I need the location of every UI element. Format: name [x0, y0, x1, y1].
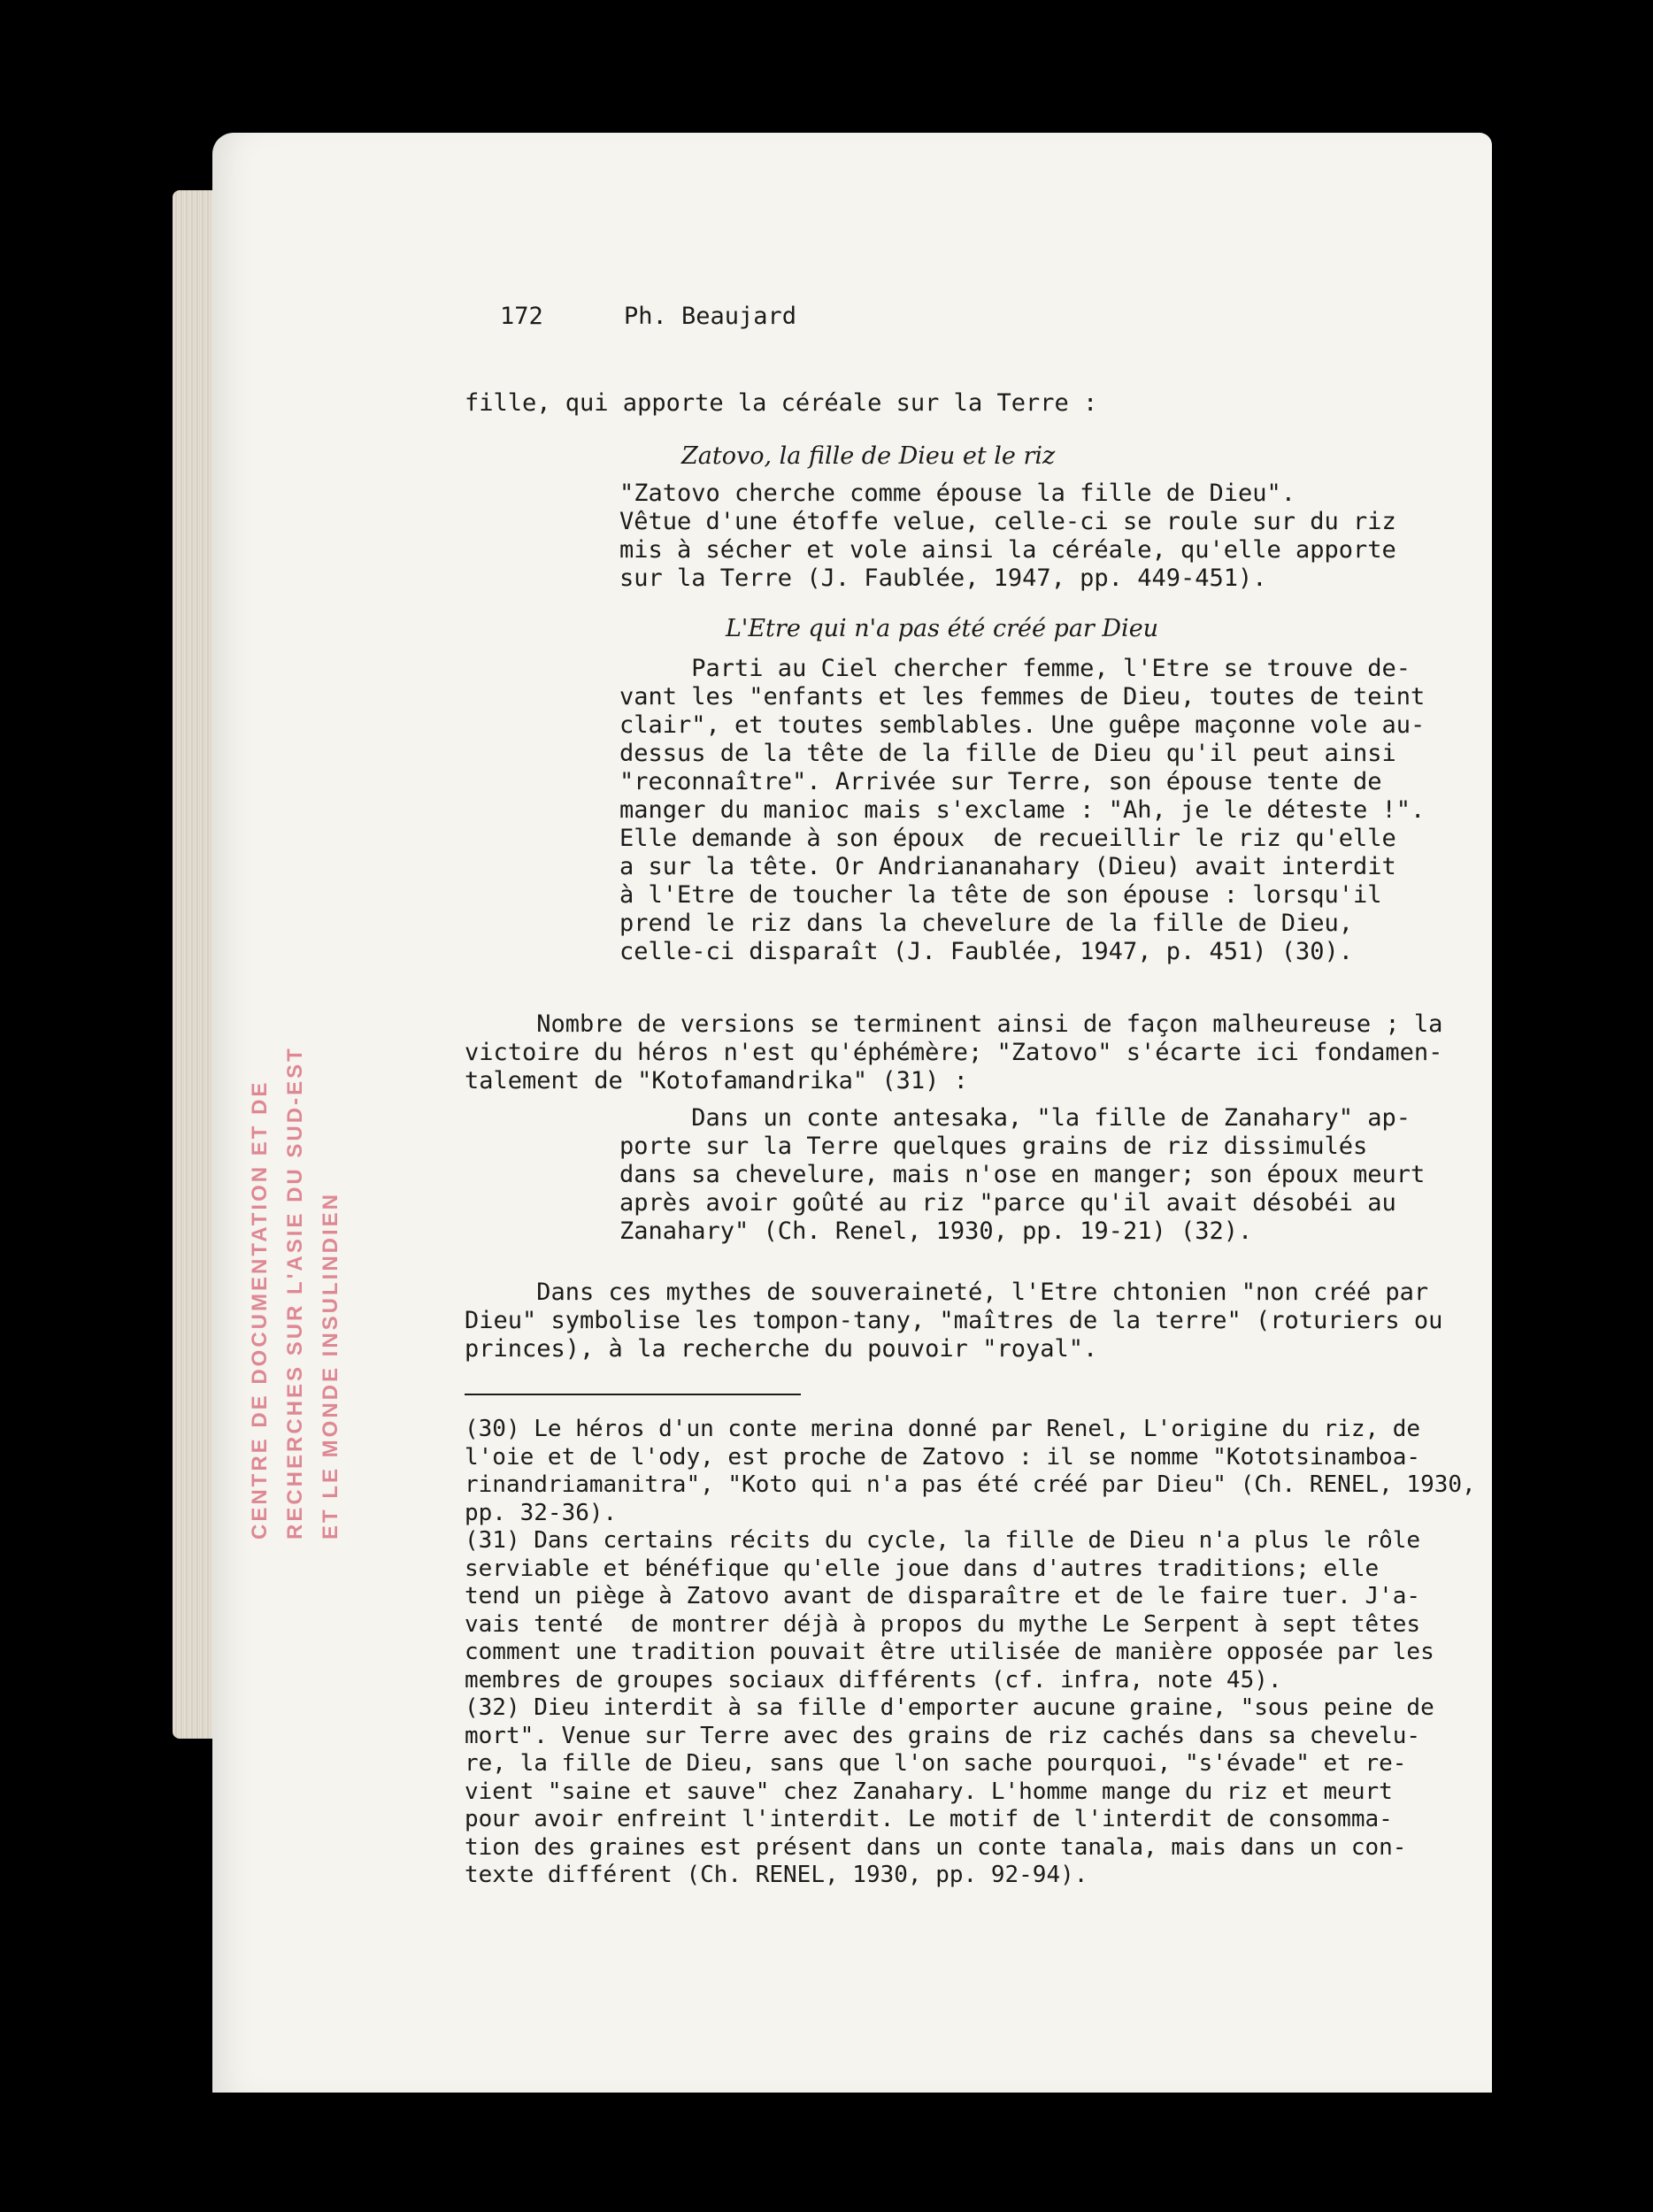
- myth2-line: vant les "enfants et les femmes de Dieu, toutes de teint: [619, 683, 1426, 710]
- footnote-line: rinandriamanitra", "Koto qui n'a pas été créé par Dieu" (Ch. RENEL, 1930,: [465, 1471, 1476, 1498]
- myth1-line: sur la Terre (J. Faublée, 1947, pp. 449-451).: [619, 565, 1267, 592]
- footnote-line: vient "saine et sauve" chez Zanahary. L'homme mange du riz et meurt: [465, 1778, 1393, 1805]
- antesaka-line: Zanahary" (Ch. Renel, 1930, pp. 19-21) (32).: [619, 1217, 1253, 1245]
- antesaka-quote: [619, 1104, 1425, 1246]
- footnote-rule: [465, 1394, 801, 1395]
- myth2-line: dessus de la tête de la fille de Dieu qu'il peut ainsi: [619, 740, 1396, 767]
- footnote-line: texte différent (Ch. RENEL, 1930, pp. 92-94).: [465, 1862, 1088, 1888]
- myth1-line: mis à sécher et vole ainsi la céréale, qu'elle apporte: [619, 536, 1396, 564]
- myth2-text: [619, 655, 1425, 966]
- footnote-line: (32) Dieu interdit à sa fille d'emporter aucune graine, "sous peine de: [465, 1694, 1434, 1721]
- footnote-line: l'oie et de l'ody, est proche de Zatovo : il se nomme "Kototsinamboa-: [465, 1443, 1421, 1471]
- footnote-line: serviable et bénéfique qu'elle joue dans d'autres traditions; elle: [465, 1555, 1380, 1582]
- stamp-line-1: CENTRE DE DOCUMENTATION ET DE: [248, 1079, 272, 1540]
- footnote-line: (30) Le héros d'un conte merina donné par Renel, L'origine du riz, de: [465, 1416, 1421, 1442]
- myth2-line: Elle demande à son époux de recueillir le riz qu'elle: [619, 825, 1396, 852]
- para1-line: victoire du héros n'est qu'éphémère; "Zatovo" s'écarte ici fondamen-: [465, 1039, 1443, 1066]
- myth1-line: Vêtue d'une étoffe velue, celle-ci se roule sur du riz: [619, 508, 1396, 535]
- myth2-line: Parti au Ciel chercher femme, l'Etre se trouve de-: [619, 655, 1411, 682]
- stamp-line-3: ET LE MONDE INSULINDIEN: [319, 1191, 342, 1540]
- myth1-title: Zatovo, la fille de Dieu et le riz: [681, 442, 1056, 470]
- footnote-line: comment une tradition pouvait être utilisée de manière opposée par les: [465, 1639, 1434, 1665]
- library-stamp: [221, 929, 372, 1548]
- stamp-line-2: RECHERCHES SUR L'ASIE DU SUD-EST: [283, 1046, 307, 1540]
- myth2-line: "reconnaître". Arrivée sur Terre, son épouse tente de: [619, 768, 1382, 795]
- footnotes: [465, 1416, 1476, 1890]
- paragraph-souverainete: [465, 1279, 1442, 1363]
- para2-line: Dieu" symbolise les tompon-tany, "maîtres de la terre" (roturiers ou: [465, 1307, 1443, 1334]
- para1-line: Nombre de versions se terminent ainsi de façon malheureuse ; la: [465, 1010, 1443, 1038]
- myth2-line: a sur la tête. Or Andriananahary (Dieu) avait interdit: [619, 853, 1396, 880]
- para2-line: Dans ces mythes de souveraineté, l'Etre chtonien "non créé par: [465, 1279, 1429, 1306]
- myth2-line: clair", et toutes semblables. Une guêpe maçonne vole au-: [619, 711, 1426, 739]
- book-page: [212, 133, 1492, 2093]
- footnote-line: pp. 32-36).: [465, 1499, 618, 1526]
- footnote-line: pour avoir enfreint l'interdit. Le motif de l'interdit de consomma-: [465, 1806, 1393, 1832]
- myth2-line: à l'Etre de toucher la tête de son épouse : lorsqu'il: [619, 881, 1382, 909]
- antesaka-line: porte sur la Terre quelques grains de riz dissimulés: [619, 1133, 1368, 1160]
- page-number: 172: [500, 303, 543, 330]
- footnote-line: re, la fille de Dieu, sans que l'on sache pourquoi, "s'évade" et re-: [465, 1750, 1407, 1777]
- antesaka-line: dans sa chevelure, mais n'ose en manger; son époux meurt: [619, 1161, 1426, 1188]
- footnote-line: mort". Venue sur Terre avec des grains de riz cachés dans sa chevelu-: [465, 1722, 1421, 1749]
- para2-line: princes), à la recherche du pouvoir "royal".: [465, 1335, 1098, 1363]
- paragraph-versions: [465, 1010, 1442, 1095]
- myth1-text: [619, 480, 1396, 593]
- myth1-line: "Zatovo cherche comme épouse la fille de Dieu".: [619, 480, 1296, 507]
- para1-line: talement de "Kotofamandrika" (31) :: [465, 1067, 968, 1094]
- footnote-line: vais tenté de montrer déjà à propos du mythe Le Serpent à sept têtes: [465, 1610, 1421, 1638]
- myth2-line: manger du manioc mais s'exclame : "Ah, je le déteste !".: [619, 796, 1426, 824]
- antesaka-line: après avoir goûté au riz "parce qu'il avait désobéi au: [619, 1189, 1396, 1217]
- running-head-author: Ph. Beaujard: [624, 303, 797, 330]
- myth2-line: celle-ci disparaît (J. Faublée, 1947, p. 451) (30).: [619, 938, 1354, 965]
- footnote-line: tend un piège à Zatovo avant de disparaître et de le faire tuer. J'a-: [465, 1583, 1421, 1609]
- myth2-title: L'Etre qui n'a pas été créé par Dieu: [726, 615, 1159, 642]
- footnote-line: (31) Dans certains récits du cycle, la fille de Dieu n'a plus le rôle: [465, 1527, 1421, 1554]
- antesaka-line: Dans un conte antesaka, "la fille de Zanahary" ap-: [619, 1104, 1411, 1132]
- footnote-line: membres de groupes sociaux différents (cf. infra, note 45).: [465, 1666, 1282, 1694]
- footnote-line: tion des graines est présent dans un conte tanala, mais dans un con-: [465, 1833, 1407, 1861]
- intro-line: fille, qui apporte la céréale sur la Terre :: [465, 389, 1098, 417]
- myth2-line: prend le riz dans la chevelure de la fille de Dieu,: [619, 910, 1354, 937]
